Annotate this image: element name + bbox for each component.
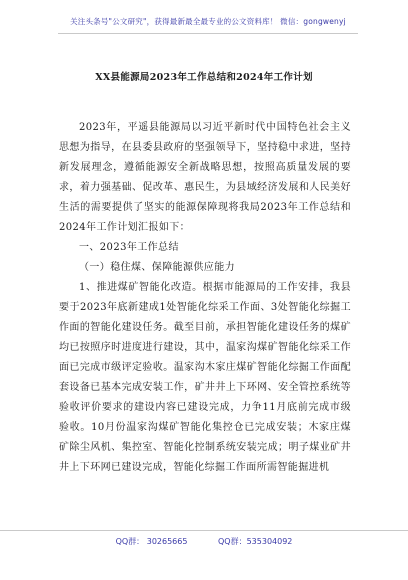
header-banner: 关注头条号"公文研究"，获得最新最全最专业的公文资料库！ 微信：gongwenyj (58, 16, 358, 34)
document-body (59, 118, 351, 478)
footer-qq-group-1: QQ群： 30265665 (115, 537, 188, 546)
body-paragraph: 1、推进煤矿智能化改造。根据市能源局的工作安排，我县要于2023年底新建成1处智能化综采工作面、3处智能化综掘工作面的智能化建设任务。截至目前，承担智能化建设任务的煤矿均已按照序时进度进行建设，其中，温家沟煤矿智能化综采工作面已完成市级评定验收。温家沟木家庄煤矿智能化综掘工作面配套设备已基本完成安装工作，矿井井上下环网、安全管控系统等验收评价要求的建设内容已建设完成，力争11月底前完成市级验收。10月份温家沟煤矿智能化集控仓已完成安装；木家庄煤矿除尘风机、集控室、智能化控制系统安装完成；明子煤业矿井井上下环网已建设完成，智能化综掘工作面所需智能掘进机 (59, 282, 351, 473)
document-title: XX县能源局2023年工作总结和2024年工作计划 (95, 72, 313, 83)
intro-paragraph: 2023年，平遥县能源局以习近平新时代中国特色社会主义思想为指导，在县委县政府的坚强领导下，坚持稳中求进，坚持新发展理念，遵循能源安全新战略思想，按照高质量发展的要求，着力强基础、促改革、惠民生，为县域经济发展和人民美好生活的需要提供了坚实的能源保障现将我局2023年工作总结和2024年工作计划汇报如下： (59, 122, 351, 233)
subsection-heading: （一）稳住煤、保障能源供应能力 (79, 262, 235, 273)
footer (0, 530, 408, 547)
section-heading: 一、2023年工作总结 (79, 242, 179, 253)
footer-qq-group-2: QQ群：535304092 (218, 537, 293, 546)
